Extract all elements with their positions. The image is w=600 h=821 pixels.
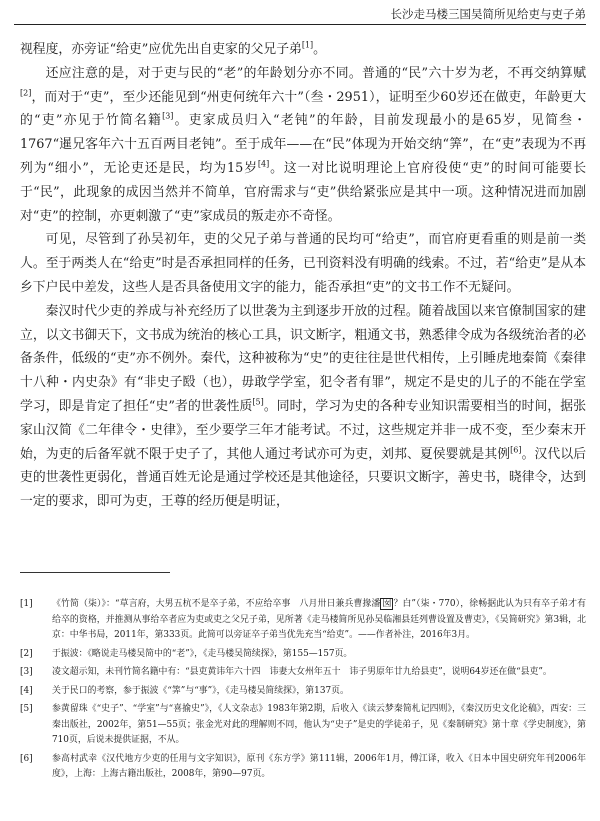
footnote-text: 参黄留珠《“史子”、“学室”与“喜揄史”》，《人文杂志》1983年第2期，后收入《读云梦秦简札记四则》，《秦汉历史文化论稿》，西安：三秦出版社，2002年，第51—55页；张金光对此的理解则不同，他认为“史子”是史的学徒弟子，见《秦制研究》第十章《学史制度》，第710页，后说未提供证据，不从。 xyxy=(52,704,586,745)
paragraph xyxy=(20,300,586,514)
text-run: ？白”（柒・770），徐畅据此认为只有卒子弟才有给卒的资格，并推测从事给卒者应为吏或吏之父兄子弟，见所著《走马楼简所见孙吴临湘县廷列曹设置及曹吏》，《吴简研究》第3辑，北京：中华书局，2011年，第333页。此简可以旁证卒子弟当优先充当“给吏”。——作者补注，2016年3月。 xyxy=(52,599,586,640)
footnote-ref[interactable]: [1] xyxy=(301,40,314,50)
text-run: 。吏家成员归入“老钝”的年龄，目前发现最小的是65岁，见简叁・1767“暹兄客年六十五百两目老钝”。至于成年——在“民”体现为开始交纳“筭”，在“吏”表现为不再列为“细小”，无论吏还是民，均为15岁 xyxy=(20,113,586,176)
footnote xyxy=(20,684,586,700)
footnote-number: [4] xyxy=(20,685,33,696)
running-head: 长沙走马楼三国吴简所见给吏与吏子弟 xyxy=(14,4,586,25)
footnotes xyxy=(20,597,586,783)
text-run: 视程度，亦旁证“给吏”应优先出自吏家的父兄子弟 xyxy=(20,42,302,57)
text-run: ，而对于“吏”，至少还能见到“州吏何统年六十”（叁・2951），证明至少60岁还在做吏，年龄更大的“吏”亦见于竹简名籍 xyxy=(20,89,586,129)
footnote-ref[interactable]: [4] xyxy=(257,159,270,169)
footnote-ref[interactable]: [2] xyxy=(20,88,32,98)
footnote-ref[interactable]: [3] xyxy=(162,112,174,122)
footnote-number: [3] xyxy=(20,667,33,677)
footnote xyxy=(20,647,586,663)
paragraph xyxy=(20,62,586,229)
text-run: 还应注意的是，对于吏与民的“老”的年龄划分亦不同。普通的“民”六十岁为老，不再交纳算赋 xyxy=(45,65,586,81)
footnote xyxy=(20,752,586,783)
footnote-text: 于振波：《略说走马楼吴简中的“老”》，《走马楼吴简续探》，第155—157页。 xyxy=(52,648,353,659)
footnote-number: [5] xyxy=(20,704,33,714)
text-run: 可见，尽管到了孙吴初年，吏的父兄子弟与普通的民均可“给吏”，而官府更看重的则是前一类人。至于两类人在“给吏”时是否承担同样的任务，已刊资料没有明确的线索。不过，若“给吏”是从本乡下户民中差发，这些人是否具备使用文字的能力，能否承担“吏”的文书工作不无疑问。 xyxy=(20,232,586,295)
paragraph xyxy=(20,38,586,62)
paragraph xyxy=(20,228,586,299)
footnote-text: 参高村武幸《汉代地方少吏的任用与文字知识》，原刊《东方学》第111辑，2006年1月，傅江译，收入《日本中国史研究年刊2006年度》，上海：上海古籍出版社，2008年，第90—97页。 xyxy=(52,753,586,779)
text-run: 。同时，学习为史的各种专业知识需要相当的时间，据张家山汉简《二年律令・史律》，至少要学三年才能考试。不过，这些规定并非一成不变，至少秦末开始，为吏的后备军就不限于史子了，其他人通过考试亦可为吏，刘邦、夏侯婴就是其例 xyxy=(20,398,586,462)
footnote xyxy=(20,665,586,681)
text-run: 。这一对比说明理论上官府役使“吏”的时间可能要长于“民”，此现象的成因当然并不简单，官府需求与“吏”供给紧张应是其中一项。这种情况进而加剧对“吏”的控制，亦更刺激了“吏”家成员的叛走亦不奇怪。 xyxy=(20,160,586,224)
text-run: 。汉代以后吏的世袭性更弱化，普通百姓无论是通过学校还是其他途径，只要识文断字，善史书，晓律令，达到一定的要求，即可为吏，王尊的经历便是明证， xyxy=(20,446,587,510)
footnote-text: 凌文超示知，未刊竹简名籍中有：“县吏黄讳年六十四 讳妻大女州年五十 讳子男原年廿九给县吏”，说明64岁还在做“县吏”。 xyxy=(52,667,552,677)
footnote-number: [2] xyxy=(20,648,33,659)
footnote-text xyxy=(52,597,586,644)
footnote-number: [1] xyxy=(20,599,33,609)
footnote-number: [6] xyxy=(20,753,33,764)
boxed-character: 囡 xyxy=(382,599,392,609)
footnote-ref[interactable]: [5] xyxy=(252,397,264,407)
text-run: 。 xyxy=(313,42,326,57)
footnote-divider xyxy=(20,572,170,573)
text-run: 秦汉时代少吏的养成与补充经历了以世袭为主到逐步开放的过程。随着战国以来官僚制国家的建立，以文书御天下，文书成为统治的核心工具，识文断字，粗通文书，熟悉律令成为各级统治者的必备条件，低级的“吏”亦不例外。秦代，这种被称为“史”的吏往往是世代相传，上引睡虎地秦简《秦律十八种・内史杂》有“非史子殹（也），毋敢学学室，犯令者有罪”，规定不是史的儿子的不能在学室学习，即是肯定了担任“史”者的世袭性质 xyxy=(20,303,586,414)
body-text xyxy=(20,38,586,514)
text-run: 《竹简（柒）》：“草言府，大男五杭不是卒子弟，不应给卒事 八月卅日兼兵曹掾潘 xyxy=(52,599,381,609)
footnote xyxy=(20,702,586,749)
footnote-ref[interactable]: [6] xyxy=(510,445,522,455)
footnote-text: 关于民口的考察，参于振波《“筭”与“事”》，《走马楼吴简续探》，第137页。 xyxy=(52,685,349,696)
footnote xyxy=(20,597,586,644)
